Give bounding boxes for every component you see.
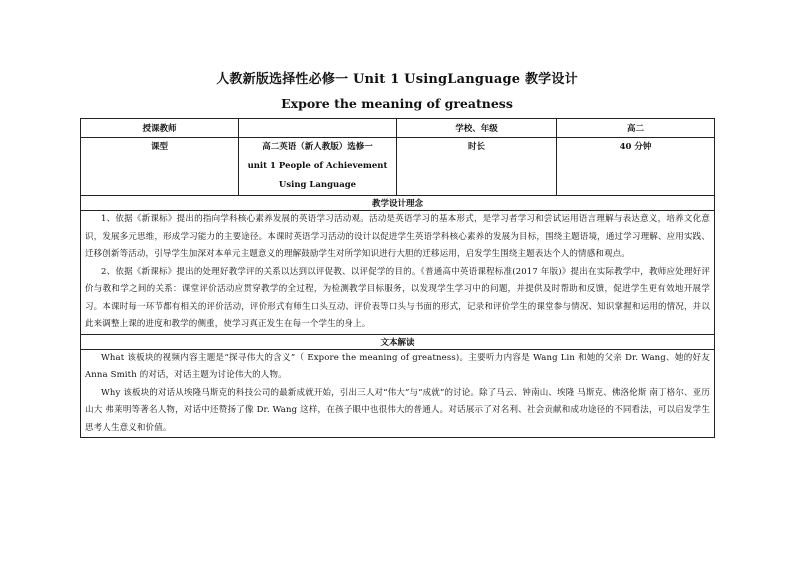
- text-analysis-paragraph: What 该板块的视频内容主题是“探寻伟大的含义”（ Expore the meaning of greatness)。主要听力内容是 Wang Lin 和她的父亲 Dr. Wang、她的好友 Anna Smith 的对话，对话主题为讨论伟大的人物。: [85, 352, 710, 380]
- text-analysis-heading: 文本解读: [81, 334, 715, 349]
- lesson-type-label: 课型: [81, 138, 239, 196]
- document-subtitle: Expore the meaning of greatness: [281, 96, 513, 111]
- text-analysis-heading-row: [81, 334, 715, 349]
- text-analysis-body: [81, 349, 715, 438]
- design-concept-paragraph: 1、依据《新课标》提出的指向学科核心素养发展的英语学习活动观。活动是英语学习的基本形式，是学习者学习和尝试运用语言理解与表达意义，培养文化意识，发展多元思维，形成学习能力的主要途径。本课时英语学习活动的设计以促进学生英语学科核心素养的发展为目标，围绕主题语境，通过学习理解、应用实践、迁移创新等活动，引导学生加深对本单元主题意义的理解鼓励学生对所学知识进行大胆的迁移运用，启发学生围绕主题表达个人的情感和观点。: [85, 214, 710, 259]
- lesson-plan-table: [80, 118, 715, 438]
- school-grade-value: 高二: [557, 119, 715, 138]
- design-concept-body: [81, 211, 715, 335]
- duration-value: 40 分钟: [557, 138, 715, 196]
- design-concept-heading: 教学设计理念: [81, 196, 715, 211]
- teacher-row: [81, 119, 715, 138]
- document-title: 人教新版选择性必修一 Unit 1 UsingLanguage 教学设计: [216, 72, 578, 87]
- lesson-type-line: unit 1 People of Achievement: [247, 161, 388, 171]
- design-concept-paragraph: 2、依据《新课标》提出的处理好教学评的关系以达到以评促教、以评促学的目的。《普通高中英语课程标准(2017 年版)》提出在实际教学中，教师应处理好评价与教和学之间的关系：课堂评价活动应贯穿教学的全过程，为检测教学目标服务，以发现学生学习中的问题，并提供及时帮助和反馈，促进学生更有效地开展学习。本课时每一环节都有相关的评价活动，评价形式有师生口头互动、评价表等口头与书面的形式，记录和评价学生的课堂参与情况、知识掌握和运用的情况，并以此来调整上课的进度和教学的侧重，使学习真正发生在每一个学生的身上。: [85, 266, 710, 329]
- topic-row: [81, 138, 715, 196]
- school-grade-label: 学校、年级: [397, 119, 557, 138]
- design-concept-body-row: [81, 211, 715, 335]
- design-concept-heading-row: [81, 196, 715, 211]
- duration-label: 时长: [397, 138, 557, 196]
- teacher-label: 授课教师: [81, 119, 239, 138]
- lesson-type-line: 高二英语（新人教版）选修一: [262, 142, 373, 152]
- text-analysis-paragraph: Why 该板块的对话从埃隆马斯克的科技公司的最新成就开始，引出三人对“伟大”与“成就”的讨论。除了马云、钟南山、埃隆 马斯克、佛洛伦斯 南丁格尔、亚历山大 弗莱明等著名人物，对话中还赞扬了像 Dr. Wang 这样，在孩子眼中也很伟大的普通人。对话展示了对名利、社会贡献和成功途径的不同看法，可以启发学生思考人生意义和价值。: [85, 387, 710, 433]
- lesson-type-value: [239, 138, 397, 196]
- text-analysis-body-row: [81, 349, 715, 438]
- lesson-type-line: Using Language: [278, 180, 357, 190]
- teacher-value: [239, 119, 397, 138]
